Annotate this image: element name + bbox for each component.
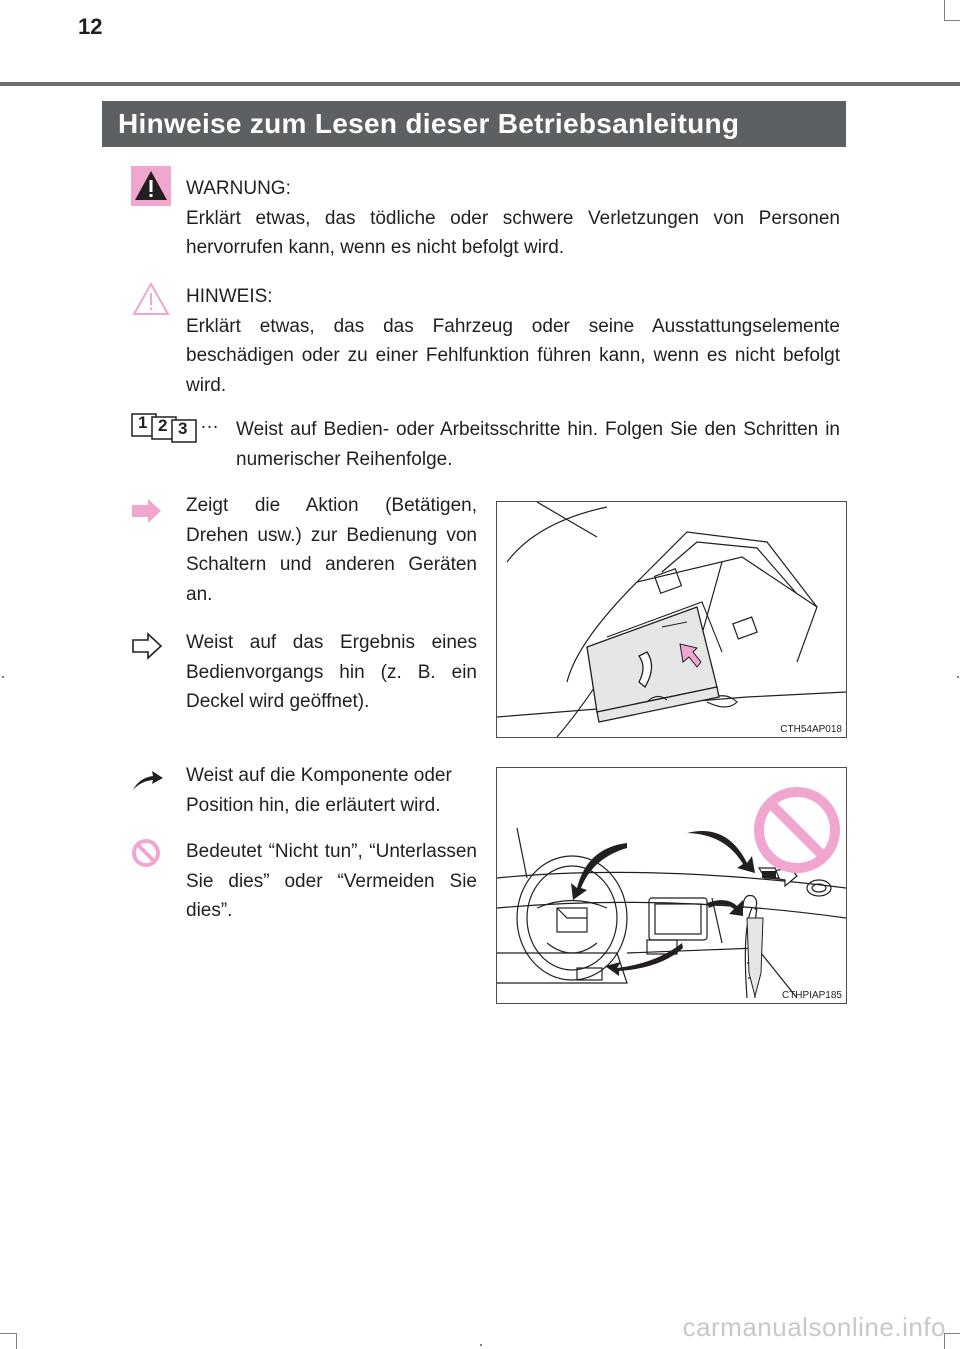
result-arrow-note: Weist auf das Ergebnis eines Bedienvorgangs hin (z. B. ein Deckel wird geöffnet).: [186, 632, 477, 712]
step-badge-1: 1: [138, 413, 148, 432]
overhead-console-illustration: [497, 502, 846, 737]
crop-mark: [944, 1333, 960, 1334]
step-number-icon: [131, 413, 203, 443]
action-arrow-icon: [131, 497, 163, 525]
warning-icon: [131, 166, 171, 206]
action-arrow-note: Zeigt die Aktion (Betätigen, Drehen usw.) zur Bedienung von Schaltern und anderen Geräten an.: [186, 495, 477, 605]
prohibition-note: Bedeutet “Nicht tun”, “Unterlassen Sie dies” oder “Vermeiden Sie dies”.: [186, 841, 477, 921]
crop-dot: [957, 676, 959, 678]
warning-heading: WARNUNG:: [186, 178, 291, 199]
warning-note: [186, 174, 840, 263]
step-badge-2: 2: [158, 416, 168, 435]
step-badge-3: 3: [178, 419, 188, 438]
prohibition-icon: [131, 838, 161, 868]
result-arrow-icon: [131, 632, 163, 660]
page-number: 12: [78, 14, 103, 39]
crop-mark: [16, 1333, 17, 1349]
notice-icon: [131, 282, 171, 316]
notice-heading: HINWEIS:: [186, 286, 273, 307]
warning-body: Erklärt etwas, das tödliche oder schwere Verletzungen von Personen hervorrufen kann, wenn es nicht befolgt wird.: [186, 207, 840, 258]
crop-dot: [2, 676, 4, 678]
watermark: carmanualsonline.info: [682, 1312, 946, 1342]
figure-dashboard: [496, 767, 847, 1004]
figure-overhead-console: [496, 501, 847, 738]
pointer-arrow-note: Weist auf die Komponente oder Position hin, die erläutert wird.: [186, 765, 452, 816]
crop-mark: [944, 0, 945, 20]
header-rule: [0, 82, 960, 86]
figure-code-1: CTH54AP018: [780, 724, 842, 735]
steps-note: Weist auf Bedien- oder Arbeitsschritte hin. Folgen Sie den Schritten in numerischer Reihenfolge.: [236, 419, 840, 470]
figure-code-2: CTHPIAP185: [781, 990, 842, 1001]
pointer-arrow-icon: [131, 770, 165, 792]
section-title: Hinweise zum Lesen dieser Betriebsanleitung: [102, 101, 846, 147]
crop-dot: [480, 1344, 482, 1346]
crop-mark: [944, 20, 960, 21]
step-ellipsis: …: [200, 412, 219, 433]
dashboard-illustration: [497, 768, 846, 1003]
notice-body: Erklärt etwas, das das Fahrzeug oder seine Ausstattungselemente beschädigen oder zu einer Fehlfunktion führen kann, wenn es nicht befolgt wird.: [186, 315, 840, 396]
crop-mark: [0, 1333, 16, 1334]
notice-note: [186, 282, 840, 400]
